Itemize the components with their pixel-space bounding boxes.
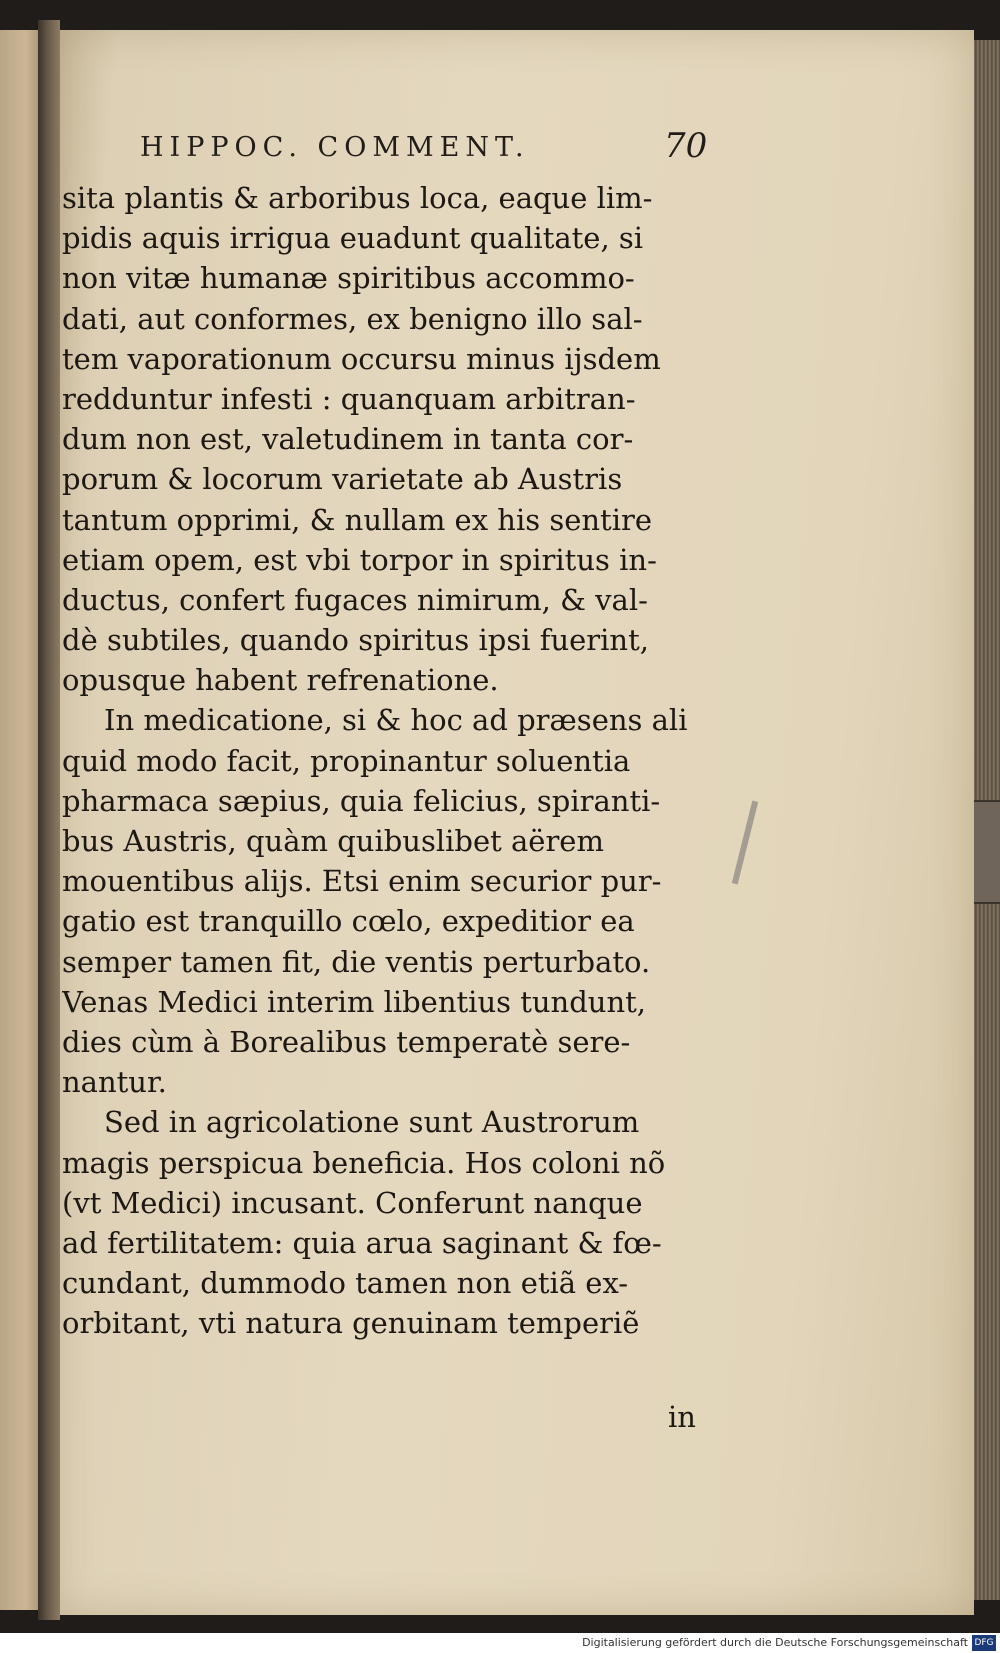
text-line: cundant, dummodo tamen non etiã ex- — [62, 1266, 629, 1301]
text-line: pidis aquis irrigua euadunt qualitate, si — [62, 221, 644, 256]
text-line: quid modo facit, propinantur soluentia — [62, 743, 631, 778]
text-line: Sed in agricolatione sunt Austrorum — [104, 1105, 640, 1140]
body-text — [62, 178, 722, 1343]
text-line: mouentibus alijs. Etsi enim securior pur- — [62, 864, 662, 899]
text-line: dati, aut conformes, ex benigno illo sal- — [62, 301, 643, 336]
text-line: nantur. — [62, 1065, 167, 1100]
gutter-shadow — [38, 20, 60, 1620]
text-line: pharmaca sæpius, quia felicius, spiranti- — [62, 783, 661, 818]
page-number: 70 — [664, 126, 708, 166]
text-line: bus Austris, quàm quibuslibet aërem — [62, 824, 604, 858]
left-facing-page — [0, 30, 42, 1610]
text-line: dies cùm à Borealibus temperatè sere- — [62, 1024, 631, 1059]
text-line: opusque habent refrenatione. — [62, 663, 499, 698]
text-line: etiam opem, est vbi torpor in spiritus in- — [62, 542, 657, 577]
text-line: porum & locorum varietate ab Austris — [62, 462, 623, 497]
text-line: Venas Medici interim libentius tundunt, — [62, 984, 647, 1019]
text-line: gatio est tranquillo cœlo, expeditior ea — [62, 904, 635, 939]
text-line: sita plantis & arboribus loca, eaque lim- — [62, 181, 653, 215]
text-line: tem vaporationum occursu minus ijsdem — [62, 341, 661, 376]
text-line: In medicatione, si & hoc ad præsens ali — [104, 703, 688, 738]
text-line: tantum opprimi, & nullam ex his sentire — [62, 502, 653, 537]
dfg-logo: DFG — [972, 1635, 996, 1651]
catchword: in — [668, 1400, 696, 1434]
digitization-credit: Digitalisierung gefördert durch die Deutsche Forschungsgemeinschaft — [582, 1636, 968, 1649]
text-line: dè subtiles, quando spiritus ipsi fuerint, — [62, 623, 649, 658]
text-line: redduntur infesti : quanquam arbitran- — [62, 381, 636, 416]
text-line: dum non est, valetudinem in tanta cor- — [62, 422, 634, 457]
text-line: (vt Medici) incusant. Conferunt nanque — [62, 1185, 643, 1220]
text-line: orbitant, vti natura genuinam temperiẽ — [62, 1306, 640, 1341]
running-head: HIPPOC. COMMENT. — [140, 132, 530, 163]
text-line: ductus, confert fugaces nimirum, & val- — [62, 582, 648, 617]
text-line: magis perspicua beneficia. Hos coloni nõ — [62, 1145, 666, 1180]
text-line: semper tamen fit, die ventis perturbato. — [62, 944, 651, 979]
text-line: ad fertilitatem: quia arua saginant & fœ- — [62, 1225, 662, 1260]
text-line: non vitæ humanæ spiritibus accommo- — [62, 261, 635, 296]
